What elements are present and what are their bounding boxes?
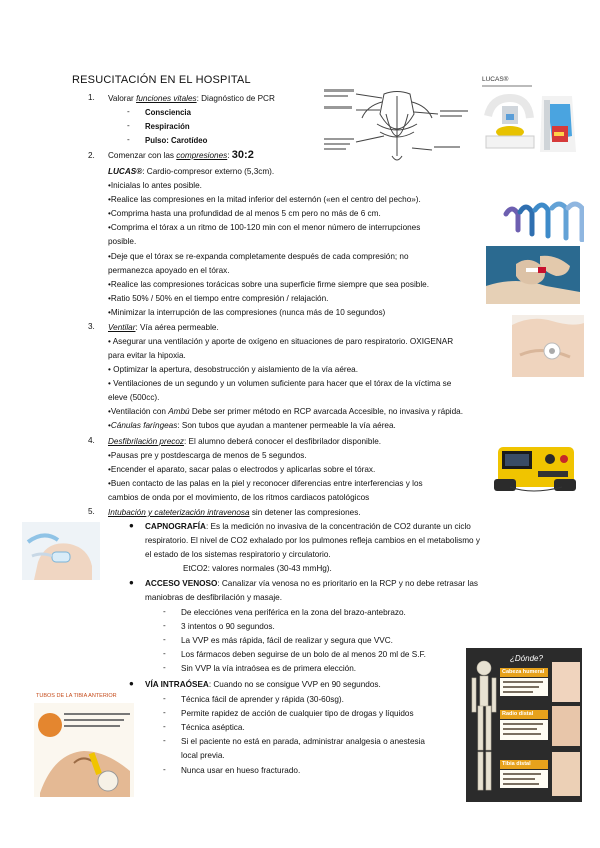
section-3-heading [108,322,219,333]
intraosseous-tibia-image [34,693,134,797]
section-2-rest: : [227,151,230,160]
section-2-ratio: 30:2 [231,149,254,161]
section-3-rest: : Vía aérea permeable. [135,323,219,332]
section-3-number: 3. [88,322,95,331]
defibrillator-svg [492,437,578,495]
dash: - [127,135,130,144]
lucas-device-svg [482,76,580,162]
section-1-heading [108,93,275,104]
section-1-item: Pulso: Carotídeo [145,136,208,145]
cannulas-svg [502,200,584,242]
section-2-number: 2. [88,151,95,160]
dash: - [163,722,166,731]
section-4-link: Desfibrilación precoz [108,437,184,446]
dash: - [163,635,166,644]
ambu-rest: Debe ser primer método en RCP avarcada Accesible, no invasiva y rápida. [189,407,463,416]
s3-bullet: • Ventilaciones de un segundo y un volumen suficiente para hacer que el tórax de la víctima se [108,379,452,388]
ambu-word: Ambú [168,407,190,416]
section-2-heading [108,150,254,161]
bullet-dot: ● [129,521,134,530]
cannulation-photo-svg [486,246,580,304]
io-item: Nunca usar en hueso fracturado. [181,766,301,775]
intraosseous-tibia-svg [34,693,134,797]
section-1-lead: Valorar [108,94,137,103]
dash: - [163,708,166,717]
dash: - [163,765,166,774]
capno-line-1 [145,521,471,532]
page-title: RESUCITACIÓN EN EL HOSPITAL [72,74,251,86]
s4-bullet: •Pausas pre y postdescarga de menos de 5 segundos. [108,451,307,460]
s3-bullet: para evitar la hipoxia. [108,351,186,360]
dash: - [163,694,166,703]
s2-bullet: •Ratio 50% / 50% en el tiempo entre compresión / relajación. [108,294,329,303]
section-1-number: 1. [88,93,95,102]
s2-bullet: permanezca apoyado en el tórax. [108,266,230,275]
s2-bullet: •Minimizar la interrupción de las compresiones (nunca más de 10 segundos) [108,308,386,317]
venoso-item: La VVP es más rápida, fácil de realizar y segura que VVC. [181,636,393,645]
s4-bullet: •Buen contacto de las palas en la piel y reconocer diferencias entre interferencias y los [108,479,423,488]
section-1-rest: : Diagnóstico de PCR [196,94,275,103]
canula-rest: : Son tubos que ayudan a mantener permeable la vía aérea. [177,421,396,430]
lucas-rest: : Cardio-compresor externo (5,3cm). [142,167,275,176]
section-4-rest: : El alumno deberá conocer el desfibrilador disponible. [184,437,382,446]
io-item: Técnica fácil de aprender y rápida (30-60sg). [181,695,344,704]
section-5-number: 5. [88,507,95,516]
io-item: Permite rapidez de acción de cualquier tipo de drogas y líquidos [181,709,414,718]
lucas-name: LUCAS® [108,167,143,176]
io-right-title: ¿Dónde? [510,654,543,663]
cannulation-photo [486,246,580,304]
capno-line-3: el estado de los sistemas respiratorio y circulatorio. [145,550,331,559]
etco2-line: EtCO2: valores normales (30-43 mmHg). [183,564,332,573]
ventilation-photo-svg [512,315,584,377]
lucas-line [108,166,274,177]
io-left-title: TUBOS DE LA TIBIA ANTERIOR [36,693,117,699]
venoso-item: 3 intentos o 90 segundos. [181,622,275,631]
io-item: Técnica aséptica. [181,723,245,732]
s4-bullet: •Encender el aparato, sacar palas o electrodos y aplicarlas sobre el tórax. [108,465,376,474]
io-site-label: Cabeza humeral [502,669,545,675]
io-text: : Cuando no se consigue VVP en 90 segundos. [208,680,381,689]
s3-bullet: eleve (500cc). [108,393,160,402]
s2-bullet: •Inicialas lo antes posible. [108,181,202,190]
s4-bullet: cambios de onda por el movimiento, de los ritmos cardiacos patológicos [108,493,370,502]
section-1-link: funciones vitales [136,94,197,103]
dash: - [163,607,166,616]
io-item: local previa. [181,751,225,760]
venoso-item: De elecciónes vena periférica en la zona del brazo-antebrazo. [181,608,406,617]
section-2-lead: Comenzar con las [108,151,177,160]
canula-lead: • [108,421,111,430]
section-1-item: Respiración [145,122,190,131]
capno-label: CAPNOGRAFÍA [145,522,206,531]
section-1-item: Consciencia [145,108,191,117]
section-3-link: Ventilar [108,323,136,332]
intraosseous-sites-image [466,648,582,802]
ambu-lead: •Ventilación con [108,407,169,416]
dash: - [127,121,130,130]
dash: - [163,621,166,630]
capno-line-2: respiratorio. El nivel de CO2 exhalado por los pulmones refleja cambios en el metabolismo y [145,536,480,545]
capnography-photo-svg [22,522,100,580]
ambu-line [108,406,463,417]
venoso-item: Los fármacos deben seguirse de un bolo de al menos 20 ml de S.F. [181,650,426,659]
capno-text: : Es la medición no invasiva de la concentración de CO2 durante un ciclo [205,522,471,531]
venoso-item: Sin VVP la vía intraósea es de primera elección. [181,664,357,673]
lucas-device-image [482,76,580,162]
s2-bullet: •Realice las compresiones torácicas sobre una superficie firme siempre que sea posible. [108,280,429,289]
section-2-link: compresiones [176,151,228,160]
dash: - [127,107,130,116]
dash: - [163,736,166,745]
s2-bullet: posible. [108,237,137,246]
canula-word: Cánulas faríngeas [110,421,178,430]
capnography-photo [22,522,100,580]
s2-bullet: •Comprima hasta una profundidad de al menos 5 cm pero no más de 6 cm. [108,209,381,218]
thorax-diagram-svg [322,84,472,168]
dash: - [163,649,166,658]
lucas-caption: LUCAS® [482,76,509,83]
venoso-label: ACCESO VENOSO [145,579,218,588]
io-line-1 [145,679,381,690]
defibrillator-image [492,437,578,495]
section-4-number: 4. [88,436,95,445]
s2-bullet: •Realice las compresiones en la mitad inferior del esternón («en el centro del pecho»). [108,195,421,204]
io-site-label: Radio distal [502,711,534,717]
venoso-text: : Canalizar vía venosa no es prioritario en la RCP y no debe retrasar las [217,579,478,588]
s2-bullet: •Deje que el tórax se re-expanda completamente después de cada compresión; no [108,252,409,261]
dash: - [163,663,166,672]
s2-bullet: •Comprima el tórax a un ritmo de 100-120 min con el menor número de interrupciones [108,223,421,232]
canula-line [108,420,396,431]
s3-bullet: • Asegurar una ventilación y aporte de oxígeno en situaciones de paro respiratorio. OXIGENAR [108,337,454,346]
section-5-rest: sin detener las compresiones. [249,508,361,517]
venoso-line-1 [145,578,478,589]
section-5-heading [108,507,361,518]
bullet-dot: ● [129,578,134,587]
io-label: VÍA INTRAÓSEA [145,680,209,689]
cannulas-image [502,200,584,242]
section-5-link: Intubación y cateterización intravenosa [108,508,250,517]
ventilation-photo [512,315,584,377]
io-site-label: Tibia distal [502,761,531,767]
thorax-diagram-image [322,84,472,168]
section-4-heading [108,436,381,447]
io-item: Si el paciente no está en parada, administrar analgesia o anestesia [181,737,425,746]
bullet-dot: ● [129,679,134,688]
s3-bullet: • Optimizar la apertura, desobstrucción y aislamiento de la vía aérea. [108,365,358,374]
venoso-line-2: maniobras de desfibrilación y masaje. [145,593,282,602]
